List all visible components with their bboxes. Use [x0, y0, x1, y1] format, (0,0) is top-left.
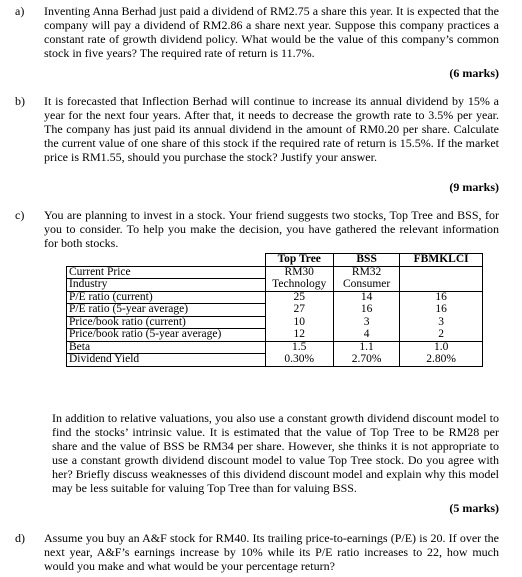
cell: 1.0	[400, 341, 483, 354]
cell: 25	[265, 291, 333, 304]
cell	[400, 266, 483, 279]
question-text: Assume you buy an A&F stock for RM40. Its trailing price-to-earnings (P/E) is 20. If over the next year, A&F’s earnings increase by 10% while its P/E ratio increases to 22, how much would you make and what would be your percentage return?	[44, 531, 499, 573]
cell: 16	[400, 291, 483, 304]
cell: 14	[333, 291, 399, 304]
marks: (5 marks)	[449, 501, 499, 515]
cell: RM32	[333, 266, 399, 279]
row-label: Dividend Yield	[67, 354, 266, 367]
question-label: c)	[15, 208, 25, 222]
question-text: You are planning to invest in a stock. Your friend suggests two stocks, Top Tree and BSS, for you to consider. To help you make the decision, you have gathered the relevant information for both stocks.	[44, 208, 499, 250]
cell: 3	[333, 316, 399, 329]
cell: 2.70%	[333, 354, 399, 367]
table-row	[67, 266, 483, 279]
cell: 2.80%	[400, 354, 483, 367]
cell: 1.1	[333, 341, 399, 354]
cell: 4	[333, 329, 399, 342]
row-label: P/E ratio (5-year average)	[67, 304, 266, 317]
cell: 16	[400, 304, 483, 317]
marks: (9 marks)	[449, 180, 499, 194]
question-text: In addition to relative valuations, you also use a constant growth dividend discount model to find the stocks’ intrinsic value. It is estimated that the value of Top Tree to be RM28 per share and the value of BSS be RM34 per share. However, she thinks it is not appropriate to use a constant growth dividend discount model to value Top Tree stock. Do you agree with her? Briefly discuss weaknesses of this dividend discount model and explain why this model may be less suitable for valuing Top Tree than for valuing BSS.	[52, 411, 499, 495]
question-text: Inventing Anna Berhad just paid a dividend of RM2.75 a share this year. It is expected that the company will pay a dividend of RM2.86 a share next year. Suppose this company practices a constant rate of growth dividend policy. What would be the value of this company’s common stock in five years? The required rate of return is 11.7%.	[44, 4, 499, 60]
cell: 27	[265, 304, 333, 317]
row-label: P/E ratio (current)	[67, 291, 266, 304]
column-header: Top Tree	[265, 254, 333, 267]
cell: Consumer	[333, 279, 399, 292]
cell: 16	[333, 304, 399, 317]
column-header: FBMKLCI	[400, 254, 483, 267]
row-label: Current Price	[67, 266, 266, 279]
cell: Technology	[265, 279, 333, 292]
cell: 12	[265, 329, 333, 342]
marks: (6 marks)	[449, 66, 499, 80]
cell: 1.5	[265, 341, 333, 354]
table-row	[67, 279, 483, 292]
row-label: Price/book ratio (current)	[67, 316, 266, 329]
question-label: a)	[15, 4, 25, 18]
cell	[400, 279, 483, 292]
table-header-row	[67, 254, 483, 267]
row-label: Price/book ratio (5-year average)	[67, 329, 266, 342]
comparison-table	[66, 253, 483, 367]
table-row	[67, 329, 483, 342]
column-header: BSS	[333, 254, 399, 267]
question-label: b)	[15, 94, 25, 108]
table-row	[67, 291, 483, 304]
table-row	[67, 316, 483, 329]
table-row	[67, 341, 483, 354]
question-text: It is forecasted that Inflection Berhad will continue to increase its annual dividend by 15% a year for the next four years. After that, it needs to decrease the growth rate to 3.5% per year. The company has just paid its annual dividend in the amount of RM0.20 per share. Calculate the current value of one share of this stock if the required rate of return is 15.5%. If the market price is RM1.55, should you purchase the stock? Justify your answer.	[44, 94, 499, 164]
row-label: Industry	[67, 279, 266, 292]
cell: 10	[265, 316, 333, 329]
cell: 0.30%	[265, 354, 333, 367]
cell: RM30	[265, 266, 333, 279]
question-label: d)	[15, 531, 25, 545]
cell: 2	[400, 329, 483, 342]
row-label: Beta	[67, 341, 266, 354]
table-row	[67, 354, 483, 367]
table-row	[67, 304, 483, 317]
cell: 3	[400, 316, 483, 329]
